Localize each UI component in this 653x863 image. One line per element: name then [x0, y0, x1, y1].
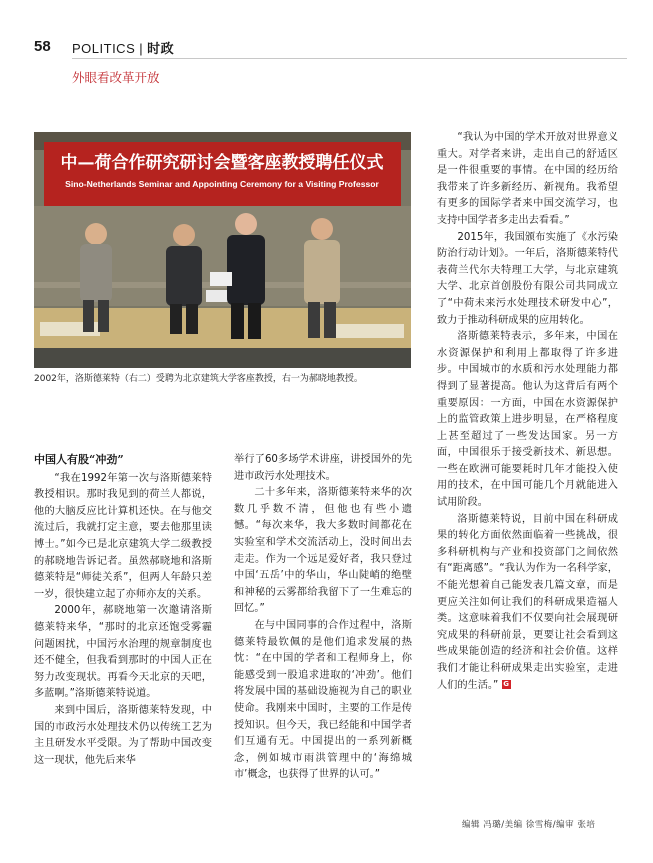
- certificate: [210, 272, 232, 286]
- banner-title: 中—荷合作研究研讨会暨客座教授聘任仪式: [60, 153, 384, 173]
- paragraph: 在与中国同事的合作过程中，洛斯德莱特最钦佩的是他们追求发展的热忱：“在中国的学者和工程师身上，你能感受到一股追求进取的‘冲劲’。他们将发展中国的基础设施视为自己的职业使命。我刚来中国时，主要的工作是传授知识。但今天，我已经能和中国学者们互通有无。中国提出的一系列新概念，例如城市雨洪管理中的‘海绵城市’概念，也获得了世界的认可。”: [234, 619, 412, 781]
- article-column-3: [437, 130, 618, 694]
- editor-credits: 编辑 冯璐/美编 徐雪梅/编审 张培: [462, 820, 596, 830]
- end-mark: G: [503, 680, 509, 689]
- paragraph-last: [437, 512, 618, 695]
- section-label: [72, 38, 174, 57]
- header-divider: [72, 58, 627, 59]
- paragraph: 举行了60多场学术讲座，讲授国外的先进市政污水处理技术。: [234, 454, 412, 482]
- section-cn: 时政: [147, 41, 175, 56]
- article-heading: 中国人有股“冲劲”: [34, 453, 124, 466]
- article-column-1: [34, 452, 212, 769]
- paragraph: 2015年，我国颁布实施了《水污染防治行动计划》。一年后，洛斯德莱特代表荷兰代尔夫特理工大学，与北京建筑大学、北京首创股份有限公司共同成立了“中荷未来污水处理技术研发中心”，致力于推动科研成果的应用转化。: [437, 231, 618, 326]
- section-en: POLITICS: [72, 41, 136, 56]
- ceremony-photo: [34, 132, 411, 368]
- paragraph: 洛斯德莱特表示，多年来，中国在水资源保护和利用上都取得了许多进步。中国城市的水质和污水处理能力都得到了显著提高。他认为这背后有两个重要原因：一方面，中国在水资源保护上的监管政策上进步明显，在严格程度上甚至超过了一些发达国家。另一方面，中国很乐于接受新技术、新思想。一些在欧洲可能要耗时几年才能投入使用的技术，在中国可能几个月就能进入试用阶段。: [437, 331, 618, 509]
- paragraph: 洛斯德莱特说，目前中国在科研成果的转化方面依然面临着一些挑战，很多科研机构与产业和投资部门之间依然有“距离感”。“我认为作为一名科学家，不能光想着自己能发表几篇文章，而是更应关注如何让我们的科研成果造福人类。这意味着我们不仅要向社会展现研究成果的科研前景，更要让社会看到这些成果能创造的经济和社会价值。这样我们才能让科研成果走出实验室，走进人们的生活。”: [437, 513, 618, 691]
- page-number: 58: [34, 38, 51, 55]
- paragraph: 来到中国后，洛斯德莱特发现，中国的市政污水处理技术仍以传统工艺为主且研发水平受限。为了帮助中国改变这一现状，他先后来华: [34, 704, 212, 766]
- ceremony-photo-illustration: [34, 132, 411, 368]
- paragraph: 二十多年来，洛斯德莱特来华的次数几乎数不清，但他也有些小遗憾。“每次来华，我大多数时间都花在实验室和学术交流活动上，没时间出去走走。作为一个远足爱好者，我只登过中国‘五岳’中的华山，华山陡峭的绝壁和神秘的云雾都给我留下了一生难忘的回忆。”: [234, 487, 412, 615]
- paragraph: 2000年，郝晓地第一次邀请洛斯德莱特来华，“那时的北京还饱受雾霾问题困扰，中国污水治理的规章制度也还不健全，但我看到那时的中国人正在努力改变现状。再看今天北京的天吧，多蓝啊。”洛斯德莱特说道。: [34, 605, 212, 700]
- banner-subtitle: Sino-Netherlands Seminar and Appointing Ceremony for a Visiting Professor: [65, 179, 379, 189]
- paragraph: “我认为中国的学术开放对世界意义重大。对学者来讲，走出自己的舒适区是一件很重要的事情。在中国的经历给我带来了许多新经历、新视角。我希望有更多的国际学者来中国交流学习，也支持中国学者多走出去看看。”: [437, 132, 618, 226]
- article-column-2: [234, 452, 412, 784]
- column-subtitle: 外眼看改革开放: [72, 70, 160, 85]
- photo-caption: 2002年，洛斯德莱特（右二）受聘为北京建筑大学客座教授，右一为郝晓地教授。: [34, 374, 363, 384]
- section-separator: |: [139, 41, 144, 56]
- paragraph: “我在1992年第一次与洛斯德莱特教授相识。那时我见到的荷兰人都说，他的大脑反应比计算机还快。在与他交流过后，我就打定主意，要去他那里读博士。”如今已是北京建筑大学二级教授的郝晓地告诉记者。虽然郝晓地和洛斯德莱特是“师徒关系”，但两人年龄只差一岁，很快建立起了亦师亦友的关系。: [34, 472, 212, 600]
